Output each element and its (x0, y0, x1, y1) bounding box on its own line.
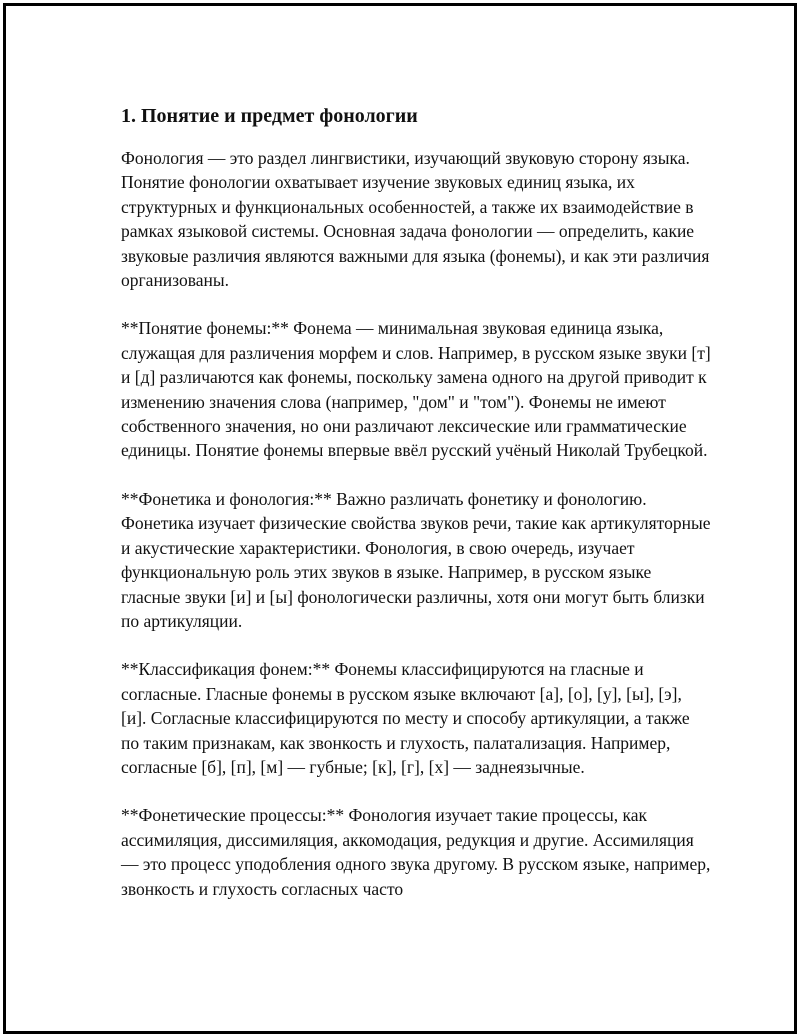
section-heading: 1. Понятие и предмет фонологии (121, 105, 418, 127)
paragraph-phonetics-vs-phonology: **Фонетика и фонология:** Важно различать фонетику и фонологию. Фонетика изучает физические свойства звуков речи, такие как артикуляторные и акустические характеристики. Фонология, в свою очередь, изучает функциональную роль этих звуков в языке. Например, в русском языке гласные звуки [и] и [ы] фонологически различны, хотя они могут быть близки по артикуляции. (121, 488, 711, 631)
paragraph-phoneme-concept: **Понятие фонемы:** Фонема — минимальная звуковая единица языка, служащая для различения морфем и слов. Например, в русском языке звуки [т] и [д] различаются как фонемы, поскольку замена одного на другой приводит к изменению значения слова (например, "дом" и "том"). Фонемы не имеют собственного значения, но они различают лексические или грамматические единицы. Понятие фонемы впервые ввёл русский учёный Николай Трубецкой. (121, 318, 711, 461)
paragraph-phoneme-classification: **Классификация фонем:** Фонемы классифицируются на гласные и согласные. Гласные фонемы в русском языке включают [а], [о], [у], [ы], [э], [и]. Согласные классифицируются по месту и способу артикуляции, а также по таким признакам, как звонкость и глухость, палатализация. Например, согласные [б], [п], [м] — губные; [к], [г], [х] — заднеязычные. (121, 659, 690, 777)
paragraph-phonology-definition: Фонология — это раздел лингвистики, изучающий звуковую сторону языка. Понятие фонологии охватывает изучение звуковых единиц языка, их структурных и функциональных особенностей, а также их взаимодействие в рамках языковой системы. Основная задача фонологии — определить, какие звуковые различия являются важными для языка (фонемы), и как эти различия организованы. (121, 148, 710, 291)
document-content (121, 86, 711, 925)
paragraph-phonetic-processes: **Фонетические процессы:** Фонология изучает такие процессы, как ассимиляция, диссимиляция, аккомодация, редукция и другие. Ассимиляция — это процесс уподобления одного звука другому. В русском языке, например, звонкость и глухость согласных часто (121, 805, 711, 899)
page-frame (3, 3, 797, 1034)
